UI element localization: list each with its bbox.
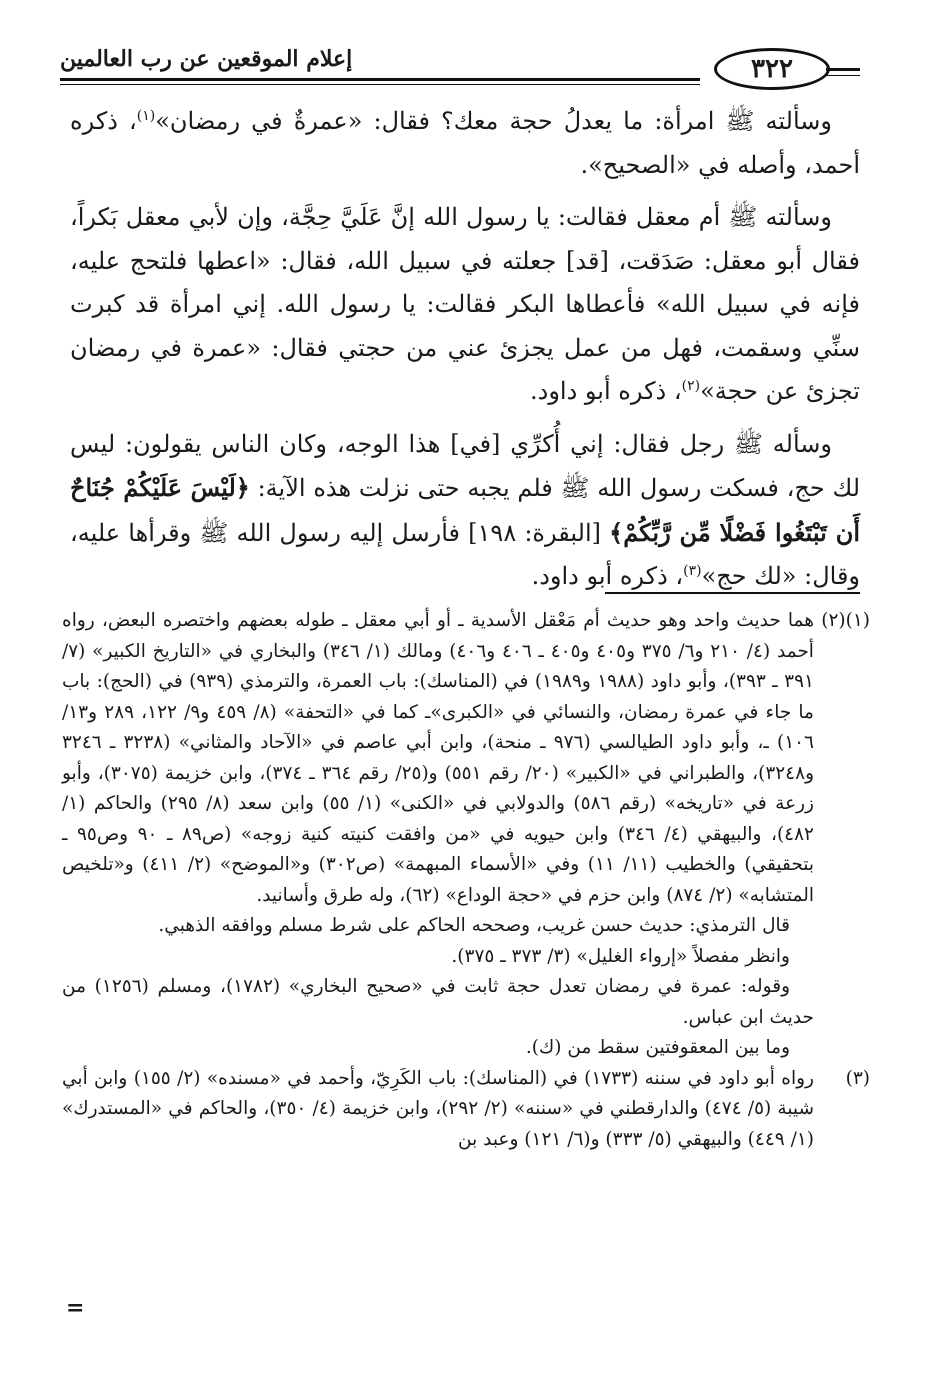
footnote-text: وقوله: عمرة في رمضان تعدل حجة ثابت في «صحيح البخاري» (١٧٨٢)، ومسلم (١٢٥٦) من حديث ابن عباس.: [62, 976, 814, 1028]
quran-verse: ﴿لَيْسَ عَلَيْكُمْ جُنَاحٌ أَن تَبْتَغُوا فَضْلًا مِّن رَّبِّكُمْ﴾: [70, 473, 861, 547]
page-number-tail: [826, 68, 860, 71]
footnote-text: قال الترمذي: حديث حسن غريب، وصححه الحاكم على شرط مسلم ووافقه الذهبي.: [158, 915, 790, 936]
page-number-tail-thin: [826, 75, 860, 76]
header-rule: [60, 78, 700, 81]
page-header: [60, 40, 860, 90]
footnote-ref-3: (٣): [683, 563, 702, 579]
page-number: ٣٢٢: [714, 48, 830, 90]
footnote-marker: (١)(٢): [821, 610, 870, 631]
footnote-text: رواه أبو داود في سننه (١٧٣٣) في (المناسك): باب الكَرِيّ، وأحمد في «مسنده» (٢/ ١٥٥) وابن أبي شيبة (٥/ ٤٧٤) والدارقطني في «سننه» (٢/ ٢٩٢)، وابن خزيمة (٤/ ٣٥٠)، والحاكم في «المستدرك» (١/ ٤٤٩) والبيهقي (٥/ ٣٣٣) و(٦/ ١٢١) وعبد بن: [62, 1067, 815, 1150]
paragraph-3: وسأله ﷺ رجل فقال: إني أُكرِّي [في] هذا الوجه، وكان الناس يقولون: ليس لك حج، فسكت رسول الله ﷺ فلم يجبه حتى نزلت هذه الآية: ﴿لَيْسَ عَلَيْكُمْ جُنَاحٌ أَن تَبْتَغُوا فَضْلًا مِّن رَّبِّكُمْ﴾ [البقرة: ١٩٨] فأرسل إليه رسول الله ﷺ وقرأها عليه، وقال: «لك حج»$^{(٣)}$، ذكره أبو داود.: [70, 429, 861, 590]
footnote-3: [62, 1064, 870, 1156]
footnote-ref-1: (١): [136, 108, 156, 124]
continuation-mark: =: [66, 1295, 85, 1321]
footnote-text: هما حديث واحد وهو حديث أم مَعْقل الأسدية ـ أو أبي معقل ـ طوله بعضهم واختصره البعض، رواه أحمد (٤/ ٢١٠ و٦/ ٣٧٥ و٤٠٥ و٤٠٥ ـ ٤٠٦ و٤٠٦) ومالك (١/ ٣٤٦) والبخاري في «التاريخ الكبير» (٧/ ٣٩١ ـ ٣٩٣)، وأبو داود (١٩٨٨ و١٩٨٩) في (المناسك): باب العمرة، والترمذي (٩٣٩) في (الحج): باب ما جاء في عمرة رمضان، والنسائي في «الكبرى»ـ كما في «التحفة» (٨/ ٤٥٩ و٩/ ١٢٢، ٢٨٩ و١٣/ ١٠٦) ـ، وأبو داود الطيالسي (٩٧٦ ـ منحة)، وابن أبي عاصم في «الآحاد والمثاني» (٣٢٣٨ ـ ٣٢٤٦ و٣٢٤٨)، والطبراني في «الكبير» (٢٠/ رقم ٥٥١) و(٢٥/ رقم ٣٦٤ ـ ٣٧٤)، وابن خزيمة (٣٠٧٥)، وأبو زرعة في «تاريخه» (رقم ٥٨٦) والدولابي في «الكنى» (١/ ٥٥) وابن سعد (٨/ ٢٩٥) والحاكم (١/ ٤٨٢)، والبيهقي (٤/ ٣٤٦) وابن حيويه في «من وافقت كنيته كنية زوجه» (ص٨٩ ـ ٩٠ وص٩٥ ـ بتحقيقي) والخطيب (١١/ ١١) وفي «الأسماء المبهمة» (ص٣٠٢) و«الموضح» (٢/ ٤١١) و«تلخيص المتشابه» (٢/ ٨٧٤) وابن حزم في «حجة الوداع» (٦٢)، وله طرق وأسانيد.: [62, 610, 814, 906]
paragraph-1: وسألته ﷺ امرأة: ما يعدلُ حجة معك؟ فقال: «عمرةٌ في رمضان»$^{(١)}$، ذكره أحمد، وأصله في «الصحيح».: [70, 107, 860, 179]
main-text: [70, 100, 860, 608]
footnote-text: وانظر مفصلاً «إرواء الغليل» (٣/ ٣٧٣ ـ ٣٧٥).: [451, 945, 790, 967]
running-title: إعلام الموقعين عن رب العالمين: [60, 46, 353, 72]
paragraph-2: وسألته ﷺ أم معقل فقالت: يا رسول الله إنَّ عَلَيَّ حِجَّة، وإن لأبي معقل بَكراً، فقال أبو معقل: صَدَقت، [قد] جعلته في سبيل الله، فقال: «اعطها فلتحج عليه، فإنه في سبيل الله» فأعطاها البكر فقالت: يا رسول الله. إني امرأة قد كبرت سنِّي وسقمت، فهل من عمل يجزئ عني من حجتي فقال: «عمرة في رمضان تجزئ عن حجة»$^{(٢)}$، ذكره أبو داود.: [70, 203, 860, 405]
footnote-ref-2: (٢): [681, 378, 701, 394]
footnote-1-2: [62, 606, 870, 1064]
footnote-text: وما بين المعقوفتين سقط من (ك).: [525, 1037, 790, 1058]
header-rule-thin: [60, 84, 700, 85]
footnotes: [62, 606, 870, 1155]
footnote-separator: [605, 592, 860, 594]
footnote-marker: (٣): [845, 1067, 870, 1089]
